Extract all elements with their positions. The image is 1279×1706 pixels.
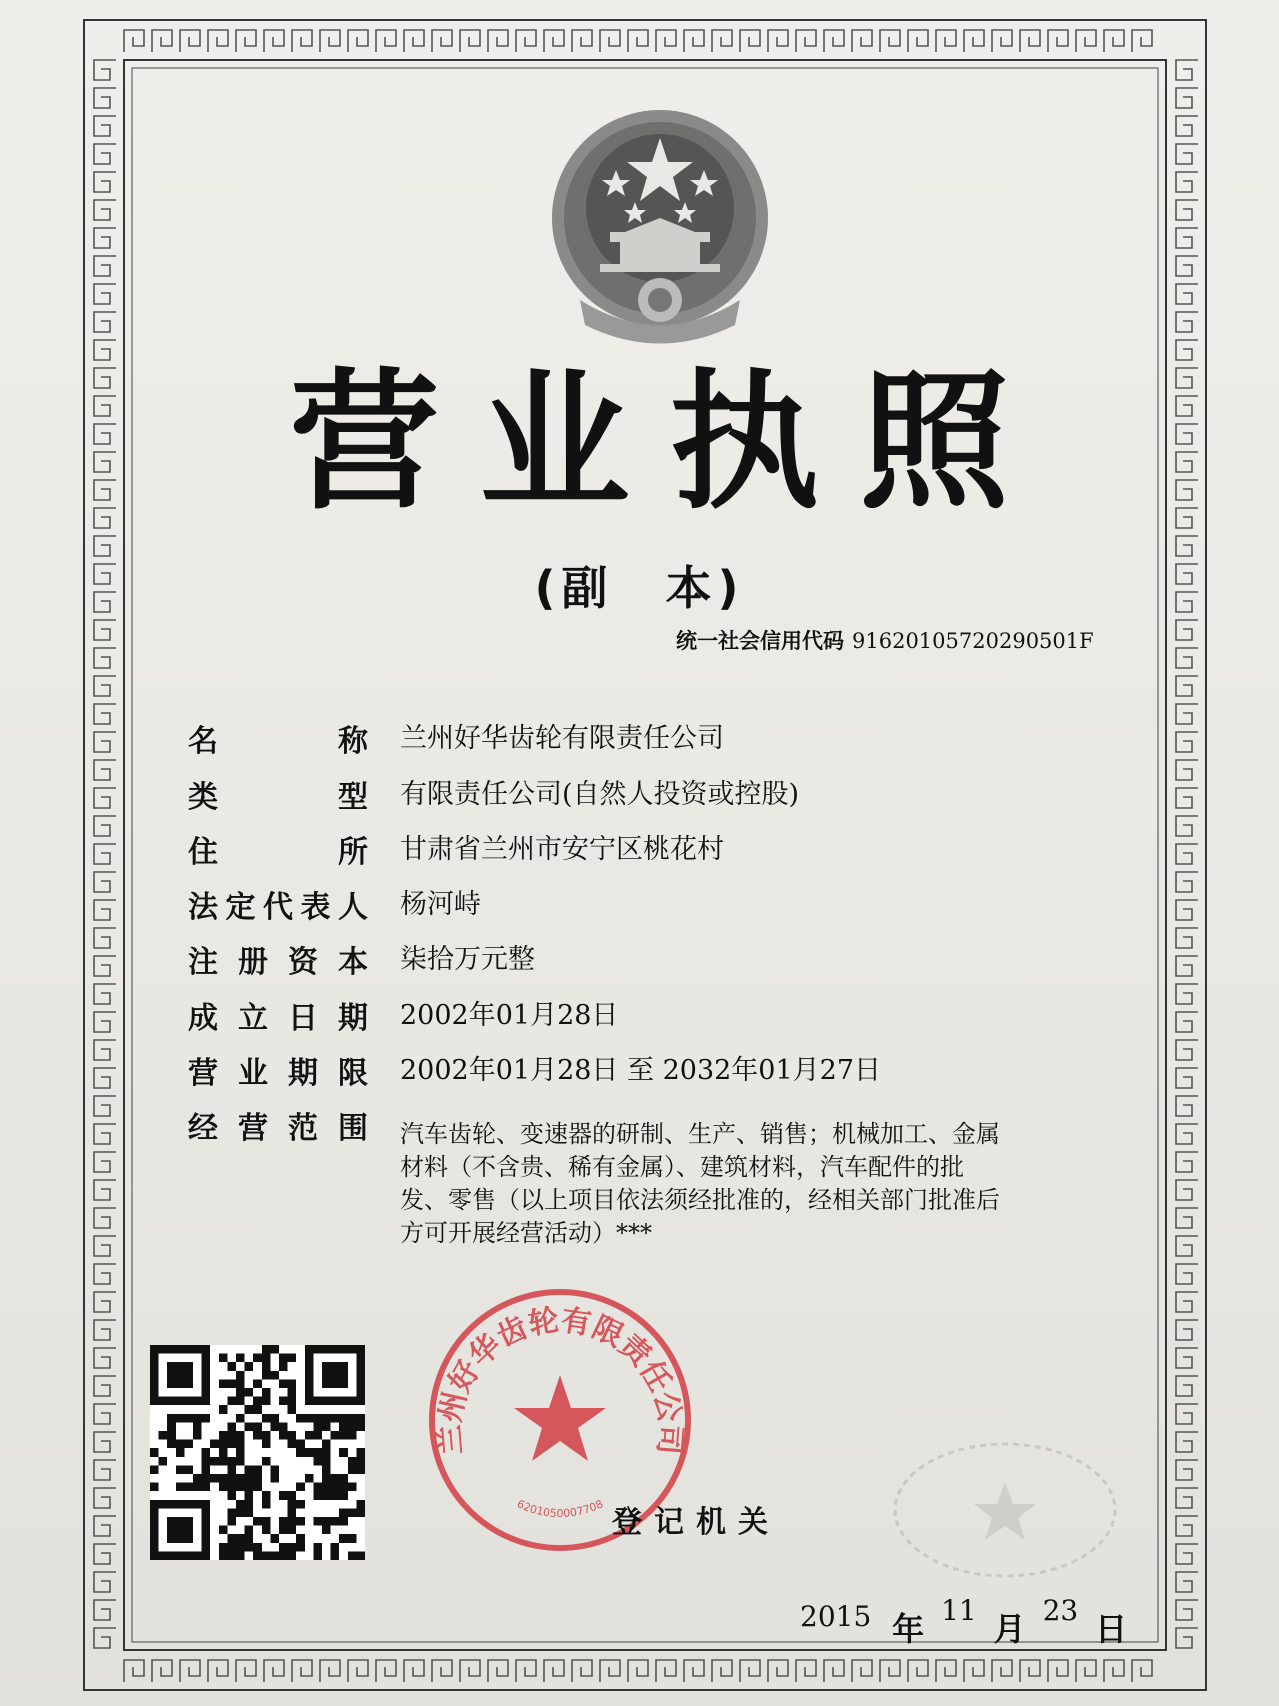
field-label-char: 法 [188, 890, 218, 925]
field-value: 2002年01月28日 至 2032年01月27日 [400, 1055, 882, 1086]
field-label-char: 营 [238, 1111, 268, 1146]
faded-authority-stamp [890, 1440, 1120, 1580]
field-label-char: 围 [338, 1111, 368, 1146]
credit-code-row [676, 625, 1094, 655]
issue-day: 23 [1042, 1594, 1079, 1627]
scope-line: 方可开展经营活动）*** [400, 1219, 652, 1247]
field-value: 有限责任公司(自然人投资或控股) [400, 779, 800, 810]
field-label-char: 型 [338, 780, 368, 815]
field-label [188, 882, 368, 926]
field-label-char: 定 [225, 890, 256, 925]
field-label-char: 营 [188, 1056, 218, 1091]
field-label [188, 1103, 368, 1147]
field-value: 甘肃省兰州市安宁区桃花村 [400, 834, 724, 865]
qr-finder-pattern [150, 1500, 210, 1560]
field-label-char: 称 [338, 724, 368, 759]
field-label [188, 937, 368, 981]
field-label-char: 人 [338, 890, 368, 925]
field-label [188, 1048, 368, 1092]
field-label [188, 827, 368, 871]
field-value: 柒拾万元整 [400, 944, 535, 975]
field-label-char: 类 [188, 780, 218, 815]
scope-line: 汽车齿轮、变速器的研制、生产、销售；机械加工、金属 [400, 1120, 1000, 1148]
field-label-char: 范 [288, 1111, 318, 1146]
field-label-char: 所 [338, 835, 368, 870]
svg-text:6201050007708 [515, 1497, 605, 1520]
field-label-char: 日 [288, 1001, 318, 1036]
field-label-char: 期 [288, 1056, 318, 1091]
field-label-char: 限 [338, 1056, 368, 1091]
field-value: 2002年01月28日 [400, 1000, 619, 1031]
field-label-char: 注 [188, 945, 218, 980]
field-value: 兰州好华齿轮有限责任公司 [400, 723, 724, 754]
field-label [188, 716, 368, 760]
field-label [188, 772, 368, 816]
field-label [188, 993, 368, 1037]
field-label-char: 立 [238, 1001, 268, 1036]
field-label-char: 资 [288, 945, 318, 980]
field-label-char: 表 [300, 890, 331, 925]
field-value: 杨河峙 [400, 889, 481, 920]
registration-authority: 登记机关 [612, 1505, 780, 1540]
issue-month-unit: 月 [993, 1610, 1026, 1648]
qr-code[interactable] [150, 1345, 365, 1560]
issue-day-unit: 日 [1095, 1610, 1128, 1648]
field-label-char: 本 [338, 945, 368, 980]
credit-code-label: 统一社会信用代码 [676, 629, 844, 653]
qr-finder-pattern [150, 1345, 210, 1405]
scope-line: 发、零售（以上项目依法须经批准的，经相关部门批准后 [400, 1186, 1000, 1214]
seal-code: 6201050007708 [514, 1497, 606, 1521]
credit-code-value: 91620105720290501F [852, 629, 1094, 653]
field-label-char: 业 [238, 1056, 268, 1091]
field-label-char: 代 [263, 890, 293, 925]
field-label-char: 成 [188, 1001, 218, 1036]
issue-year: 2015 [800, 1600, 872, 1633]
issue-year-unit: 年 [892, 1610, 925, 1648]
national-emblem-icon [540, 100, 780, 350]
field-label-char: 册 [238, 945, 268, 980]
seal-text: 兰州好华齿轮有限责任公司 [432, 1302, 688, 1456]
field-label-char: 名 [188, 724, 218, 759]
qr-finder-pattern [305, 1345, 365, 1405]
field-label-char: 期 [338, 1001, 368, 1036]
document-title: 营业执照 [289, 356, 1050, 530]
issue-date [800, 1590, 1128, 1648]
document-subtitle: (副 本) [534, 561, 745, 615]
field-label-char: 经 [188, 1111, 218, 1146]
business-scope-value [400, 1118, 1090, 1250]
scope-line: 材料（不含贵、稀有金属）、建筑材料，汽车配件的批 [400, 1153, 964, 1181]
field-label-char: 住 [188, 835, 218, 870]
issue-month: 11 [941, 1594, 977, 1627]
